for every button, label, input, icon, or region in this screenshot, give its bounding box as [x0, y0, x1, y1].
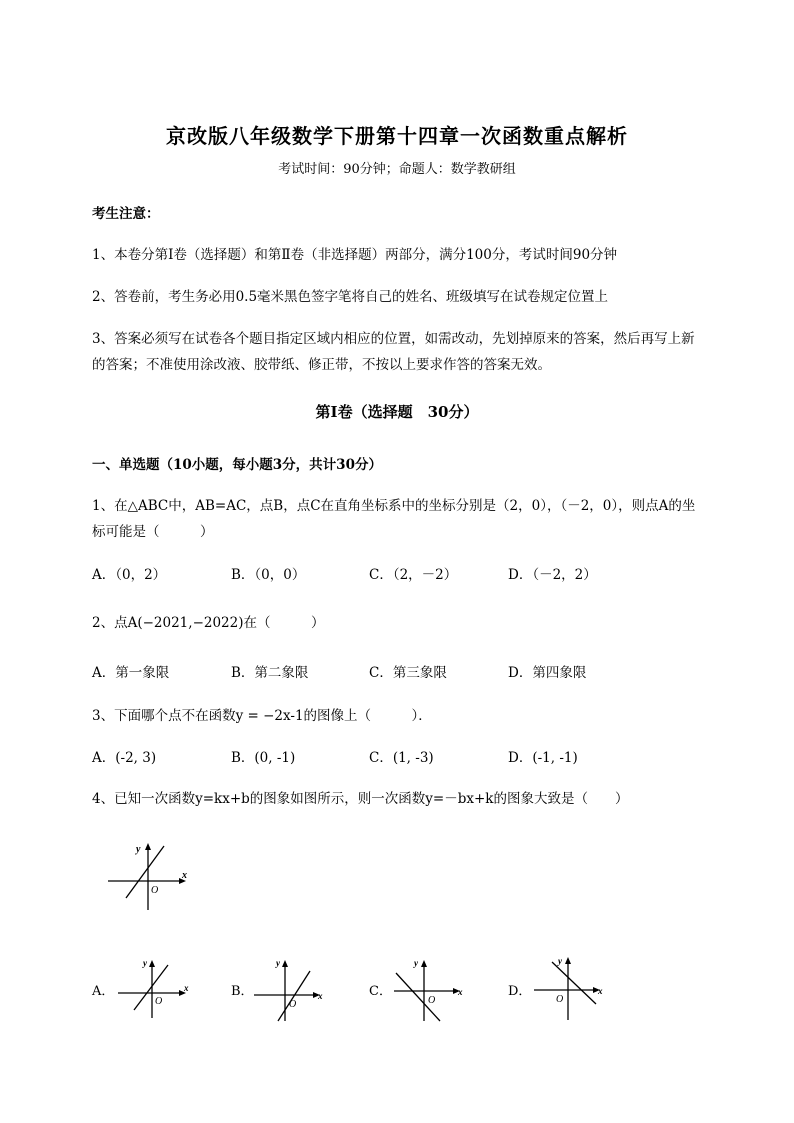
part-heading: 一、单选题（10小题，每小题3分，共计30分） — [92, 457, 382, 473]
q1-option-b[interactable]: B．（0，0） — [231, 567, 306, 583]
q4-option-a-graph[interactable] — [116, 955, 192, 1021]
y-axis-arrow-icon — [145, 843, 151, 850]
page-title: 京改版八年级数学下册第十四章一次函数重点解析 — [166, 124, 628, 148]
q1-option-a[interactable]: A．（0，2） — [92, 567, 167, 583]
q1-option-d[interactable]: D．（－2，2） — [508, 567, 597, 583]
q4-option-c-graph[interactable] — [392, 955, 468, 1023]
x-label: x — [182, 870, 187, 881]
q4-option-b-graph[interactable] — [252, 955, 328, 1023]
q4-reference-graph — [106, 838, 190, 914]
y-label: y — [558, 956, 562, 966]
x-label: x — [318, 991, 323, 1001]
question-3-text: 3、下面哪个点不在函数y = −2x-1的图像上（ ）． — [92, 708, 432, 724]
q4-option-a[interactable]: A． — [92, 984, 115, 999]
origin-label: O — [428, 995, 436, 1006]
origin-label: O — [289, 999, 297, 1010]
q4-option-b[interactable]: B． — [231, 984, 254, 999]
y-label: y — [143, 958, 147, 968]
q2-option-b[interactable]: B．第二象限 — [231, 665, 309, 681]
y-axis-arrow-icon — [282, 960, 288, 967]
question-4-text: 4、已知一次函数y=kx+b的图象如图所示，则一次函数y=－bx+k的图象大致是（ ） — [92, 791, 629, 807]
q4-option-d[interactable]: D． — [508, 984, 532, 999]
y-label: y — [414, 958, 418, 968]
q3-option-b[interactable]: B．(0, -1) — [231, 750, 296, 766]
y-axis-arrow-icon — [565, 957, 571, 964]
question-2-text: 2、点A(−2021,−2022)在（ ） — [92, 615, 325, 631]
q4-option-c[interactable]: C． — [369, 984, 392, 999]
origin-label: O — [151, 885, 159, 896]
x-label: x — [458, 987, 463, 997]
question-1-text-cont: 标可能是（ ） — [92, 524, 214, 540]
notice-item-2: 2、答卷前，考生务必用0.5毫米黑色签字笔将自己的姓名、班级填写在试卷规定位置上 — [92, 289, 609, 305]
q2-option-c[interactable]: C．第三象限 — [369, 665, 447, 681]
y-axis-arrow-icon — [149, 960, 155, 967]
q1-option-c[interactable]: C．（2，－2） — [369, 567, 458, 583]
q3-option-c[interactable]: C．(1, -3) — [369, 750, 434, 766]
y-label: y — [136, 844, 141, 855]
notice-item-1: 1、本卷分第I卷（选择题）和第Ⅱ卷（非选择题）两部分，满分100分，考试时间90分钟 — [92, 247, 618, 263]
x-label: x — [184, 983, 189, 993]
notice-heading: 考生注意： — [92, 206, 160, 222]
exam-info: 考试时间：90分钟；命题人：数学教研组 — [278, 162, 516, 177]
q4-option-d-graph[interactable] — [532, 952, 608, 1022]
notice-item-3: 3、答案必须写在试卷各个题目指定区域内相应的位置，如需改动，先划掉原来的答案，然后再写上新 — [92, 331, 695, 347]
y-axis-arrow-icon — [421, 960, 427, 967]
function-line — [134, 965, 168, 1010]
x-label: x — [598, 986, 603, 996]
section-title: 第I卷（选择题 30分） — [315, 403, 479, 421]
q2-option-a[interactable]: A．第一象限 — [92, 665, 170, 681]
function-line — [278, 971, 310, 1021]
question-1-text: 1、在△ABC中，AB=AC，点B，点C在直角坐标系中的坐标分别是（2，0），（－2，0），则点A的坐 — [92, 498, 696, 514]
y-label: y — [276, 958, 280, 968]
q2-option-d[interactable]: D．第四象限 — [508, 665, 587, 681]
origin-label: O — [155, 996, 163, 1007]
q3-option-d[interactable]: D．(-1, -1) — [508, 750, 578, 766]
q3-option-a[interactable]: A．(-2, 3) — [92, 750, 157, 766]
origin-label: O — [556, 994, 564, 1005]
notice-item-3-cont: 的答案；不准使用涂改液、胶带纸、修正带，不按以上要求作答的答案无效。 — [92, 357, 551, 373]
function-line — [126, 846, 164, 898]
